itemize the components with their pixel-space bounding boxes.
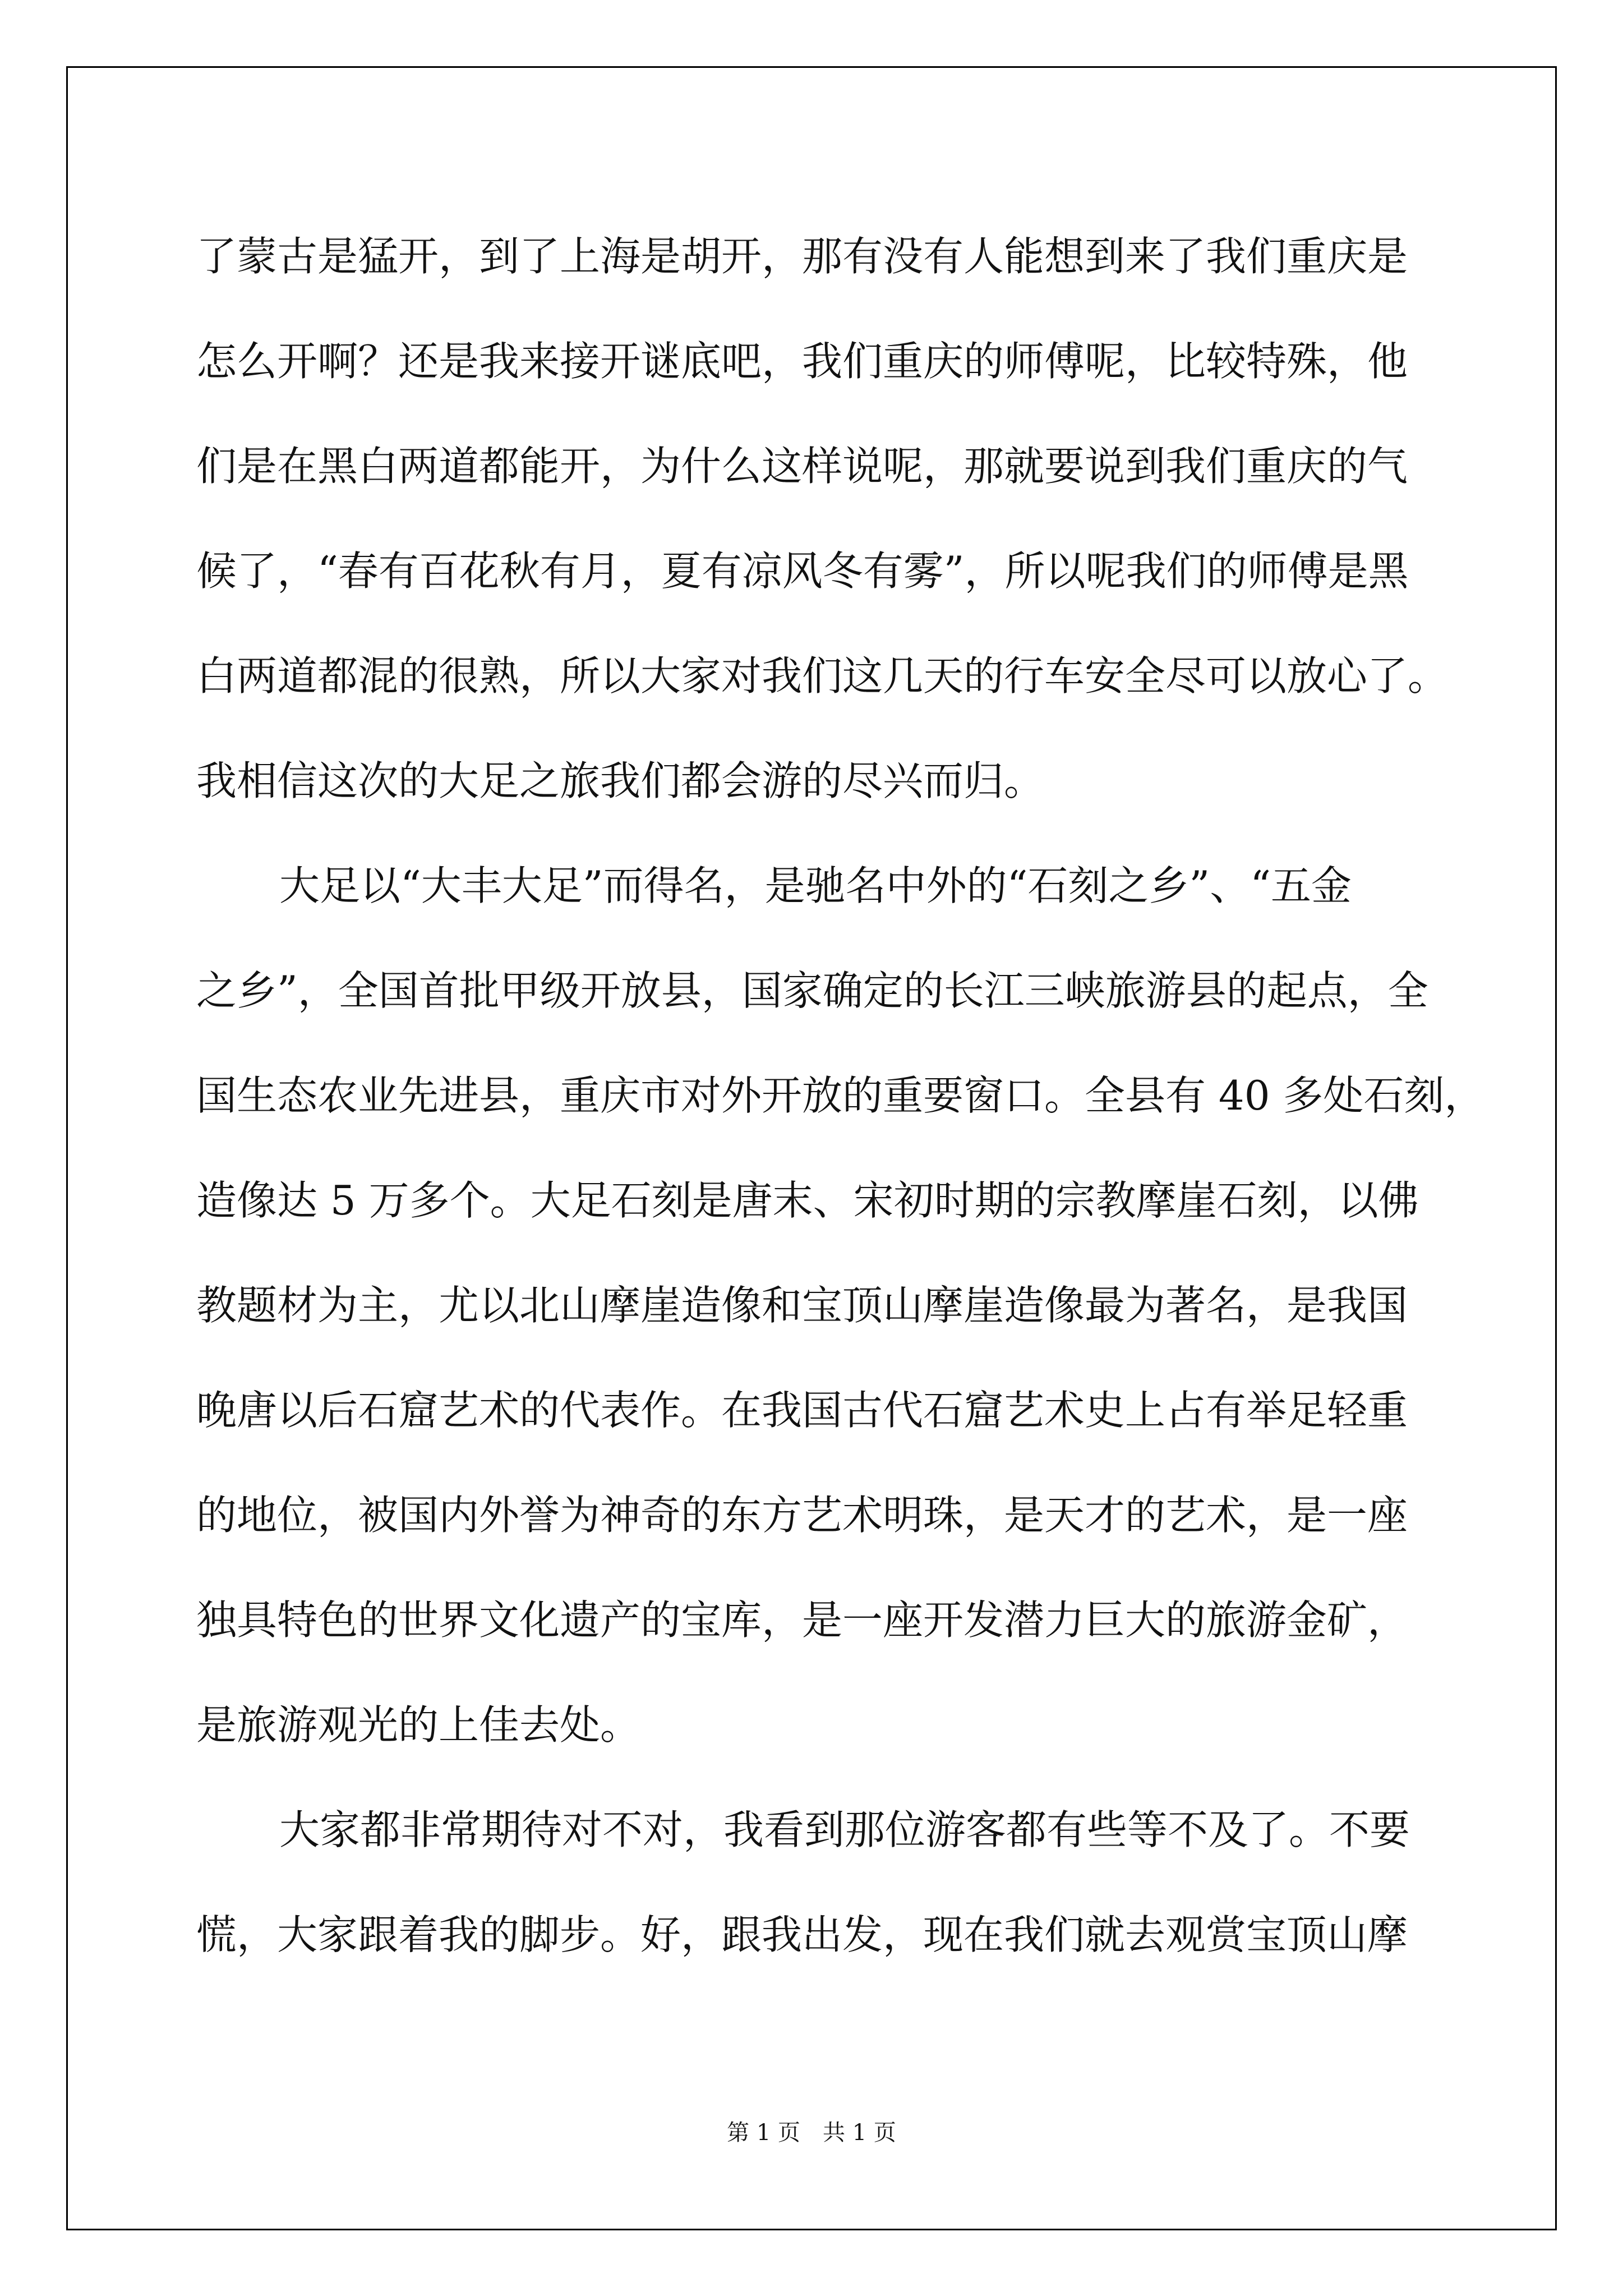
text-line: 的地位，被国内外誉为神奇的东方艺术明珠，是天才的艺术，是一座 <box>196 1492 1408 1539</box>
text-line: 候了，“春有百花秋有月，夏有凉风冬有雾”，所以呢我们的师傅是黑 <box>196 547 1409 595</box>
paragraph-first-line: 大家都非常期待对不对，我看到那位游客都有些等不及了。不要 <box>279 1806 1410 1853</box>
text-line: 是旅游观光的上佳去处。 <box>196 1701 641 1749</box>
text-line: 白两道都混的很熟，所以大家对我们这几天的行车安全尽可以放心了。 <box>196 652 1449 700</box>
text-line: 们是在黑白两道都能开，为什么这样说呢，那就要说到我们重庆的气 <box>196 443 1408 490</box>
text-line: 造像达 5 万多个。大足石刻是唐末、宋初时期的宗教摩崖石刻，以佛 <box>196 1177 1419 1224</box>
text-line: 我相信这次的大足之旅我们都会游的尽兴而归。 <box>196 757 1045 804</box>
text-line: 独具特色的世界文化遗产的宝库，是一座开发潜力巨大的旅游金矿， <box>196 1596 1408 1644</box>
text-line: 晚唐以后石窟艺术的代表作。在我国古代石窟艺术史上占有举足轻重 <box>196 1387 1408 1434</box>
text-line: 教题材为主，尤以北山摩崖造像和宝顶山摩崖造像最为著名，是我国 <box>196 1282 1408 1329</box>
text-line: 了蒙古是猛开，到了上海是胡开，那有没有人能想到来了我们重庆是 <box>196 233 1408 280</box>
text-line: 之乡”，全国首批甲级开放县，国家确定的长江三峡旅游县的起点，全 <box>196 967 1428 1014</box>
page-number-footer: 第 1 页 共 1 页 <box>727 2120 896 2146</box>
text-line: 慌，大家跟着我的脚步。好，跟我出发，现在我们就去观赏宝顶山摩 <box>196 1911 1408 1958</box>
text-line: 怎么开啊？还是我来接开谜底吧，我们重庆的师傅呢，比较特殊，他 <box>196 338 1408 385</box>
text-line: 国生态农业先进县，重庆市对外开放的重要窗口。全县有 40 多处石刻， <box>196 1072 1485 1119</box>
document-body <box>196 204 1485 1987</box>
paragraph-first-line: 大足以“大丰大足”而得名，是驰名中外的“石刻之乡”、“五金 <box>279 862 1352 909</box>
